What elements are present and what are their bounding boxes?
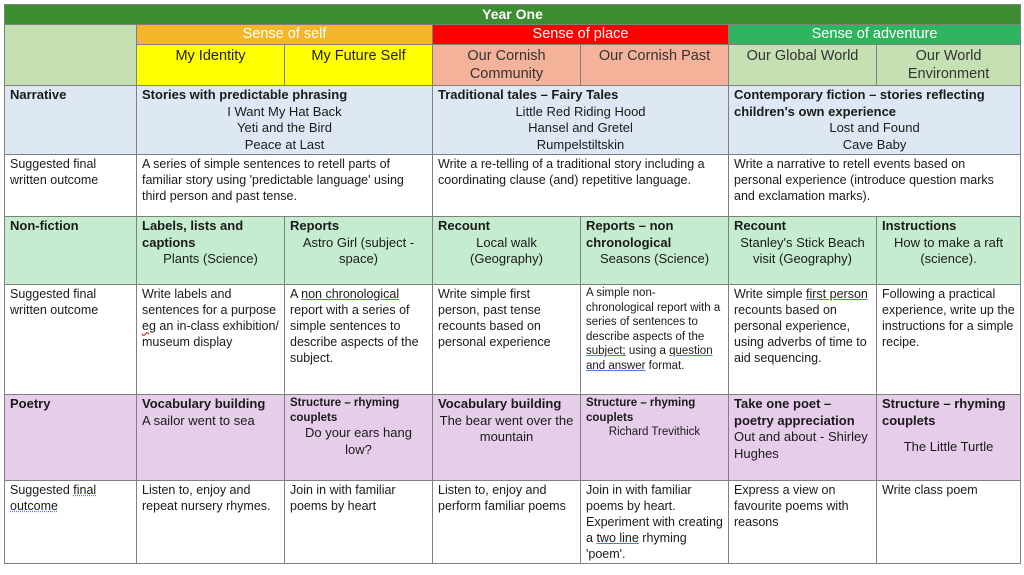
cell-topic: A sailor went to sea [142, 412, 255, 428]
nonfiction-outcome-2: A non chronological report with a series of simple sentences to describe aspects of the subject. [285, 285, 433, 395]
poetry-outcome-6: Write class poem [877, 481, 1021, 564]
theme-sense-of-place: Sense of place [433, 25, 729, 45]
cell-heading: Vocabulary building [142, 396, 266, 411]
cell-heading: Reports [290, 218, 340, 233]
row-label-poetry: Poetry [5, 395, 137, 481]
narrative-adventure-cell [729, 86, 1021, 155]
text-title: Peace at Last [244, 136, 325, 152]
row-label-outcome: Suggested final written outcome [5, 285, 137, 395]
grammar-flag: two line [596, 531, 639, 545]
cell-topic: Local walk (Geography) [470, 234, 543, 266]
spelling-flag: eg [142, 319, 156, 333]
cell-topic: Do your ears hang low? [305, 425, 412, 457]
cell-topic: Richard Trevithick [608, 426, 701, 438]
grammar-flag: first person [806, 287, 868, 301]
subtheme-world-environment: Our World Environment [877, 45, 1021, 86]
cell-topic: The bear went over the mountain [439, 412, 574, 444]
nonfiction-cell-3 [433, 217, 581, 285]
grammar-flag: non chronological [301, 287, 400, 301]
cell-heading: Structure – rhyming couplets [586, 397, 696, 424]
theme-sense-of-adventure: Sense of adventure [729, 25, 1021, 45]
cell-heading: Labels, lists and captions [142, 218, 244, 250]
row-label-outcome: Suggested final outcome [5, 481, 137, 564]
narrative-self-cell [137, 86, 433, 155]
cell-heading: Recount [438, 218, 490, 233]
cell-heading: Structure – rhyming couplets [882, 396, 1006, 428]
grammar-flag: question and answer [586, 345, 713, 372]
narrative-self-outcome: A series of simple sentences to retell parts of familiar story using 'predictable language' using third person and past tense. [137, 155, 433, 217]
cell-topic: Seasons (Science) [599, 251, 710, 266]
nonfiction-outcome-6: Following a practical experience, write up the instructions for a simple recipe. [877, 285, 1021, 395]
nonfiction-cell-4 [581, 217, 729, 285]
cell-heading: Reports – non chronological [586, 218, 674, 250]
narrative-adventure-outcome: Write a narrative to retell events based on personal experience (introduce question marks and exclamation marks). [729, 155, 1021, 217]
cell-topic: How to make a raft (science). [893, 234, 1004, 266]
poetry-outcome-5: Express a view on favourite poems with reasons [729, 481, 877, 564]
subtheme-cornish-past: Our Cornish Past [581, 45, 729, 86]
poetry-outcome-2: Join in with familiar poems by heart [285, 481, 433, 564]
poetry-cell-2 [285, 395, 433, 481]
row-label-narrative: Narrative [5, 86, 137, 155]
grammar-flag: outcome [10, 499, 58, 513]
poetry-cell-1 [137, 395, 285, 481]
narrative-place-cell [433, 86, 729, 155]
cell-heading: Traditional tales – Fairy Tales [438, 87, 619, 102]
text-title: Yeti and the Bird [237, 120, 332, 135]
cell-heading: Structure – rhyming couplets [290, 397, 400, 424]
nonfiction-outcome-4: A simple non-chronological report with a series of sentences to describe aspects of the subject; using a question and answer format. [581, 285, 729, 395]
theme-sense-of-self: Sense of self [137, 25, 433, 45]
nonfiction-cell-6 [877, 217, 1021, 285]
cell-heading: Recount [734, 218, 786, 233]
cell-topic: Plants (Science) [163, 251, 258, 266]
text-title: Hansel and Gretel [528, 120, 633, 135]
text-title: Lost and Found [829, 120, 920, 135]
cell-topic: Out and about - Shirley Hughes [734, 429, 868, 461]
subtheme-my-identity: My Identity [137, 45, 285, 86]
subtheme-global-world: Our Global World [729, 45, 877, 86]
cell-heading: Take one poet – poetry appreciation [734, 396, 855, 428]
nonfiction-cell-5 [729, 217, 877, 285]
nonfiction-cell-2 [285, 217, 433, 285]
grammar-flag: subject; [586, 345, 626, 357]
text-title: Cave Baby [842, 136, 907, 152]
subtheme-my-future-self: My Future Self [285, 45, 433, 86]
cell-heading: Vocabulary building [438, 396, 562, 411]
nonfiction-outcome-5: Write simple first person recounts based on personal experience, using adverbs of time to aid sequencing. [729, 285, 877, 395]
cell-topic: The Little Turtle [903, 439, 994, 454]
corner-cell [5, 25, 137, 86]
nonfiction-outcome-1: Write labels and sentences for a purpose eg an in-class exhibition/ museum display [137, 285, 285, 395]
narrative-place-outcome: Write a re-telling of a traditional story including a coordinating clause (and) repetitive language. [433, 155, 729, 217]
row-label-nonfiction: Non-fiction [5, 217, 137, 285]
nonfiction-cell-1 [137, 217, 285, 285]
nonfiction-outcome-3: Write simple first person, past tense recounts based on personal experience [433, 285, 581, 395]
poetry-outcome-1: Listen to, enjoy and repeat nursery rhymes. [137, 481, 285, 564]
poetry-outcome-3: Listen to, enjoy and perform familiar poems [433, 481, 581, 564]
cell-topic: Stanley's Stick Beach visit (Geography) [740, 234, 865, 266]
cell-topic: Astro Girl (subject - space) [302, 234, 415, 266]
curriculum-table [4, 4, 1021, 564]
cell-heading: Contemporary fiction – stories reflecting children's own experience [734, 87, 985, 119]
subtheme-cornish-community: Our Cornish Community [433, 45, 581, 86]
text-title: Little Red Riding Hood [515, 103, 646, 119]
table-title: Year One [5, 5, 1021, 25]
cell-heading: Stories with predictable phrasing [142, 87, 348, 102]
poetry-outcome-4: Join in with familiar poems by heart. Experiment with creating a two line rhyming 'poem'. [581, 481, 729, 564]
text-title: I Want My Hat Back [227, 103, 342, 119]
poetry-cell-3 [433, 395, 581, 481]
poetry-cell-5 [729, 395, 877, 481]
poetry-cell-6 [877, 395, 1021, 481]
grammar-flag: final [73, 483, 97, 497]
text-title: Rumpelstiltskin [536, 136, 625, 152]
poetry-cell-4 [581, 395, 729, 481]
row-label-outcome: Suggested final written outcome [5, 155, 137, 217]
cell-heading: Instructions [882, 218, 957, 233]
